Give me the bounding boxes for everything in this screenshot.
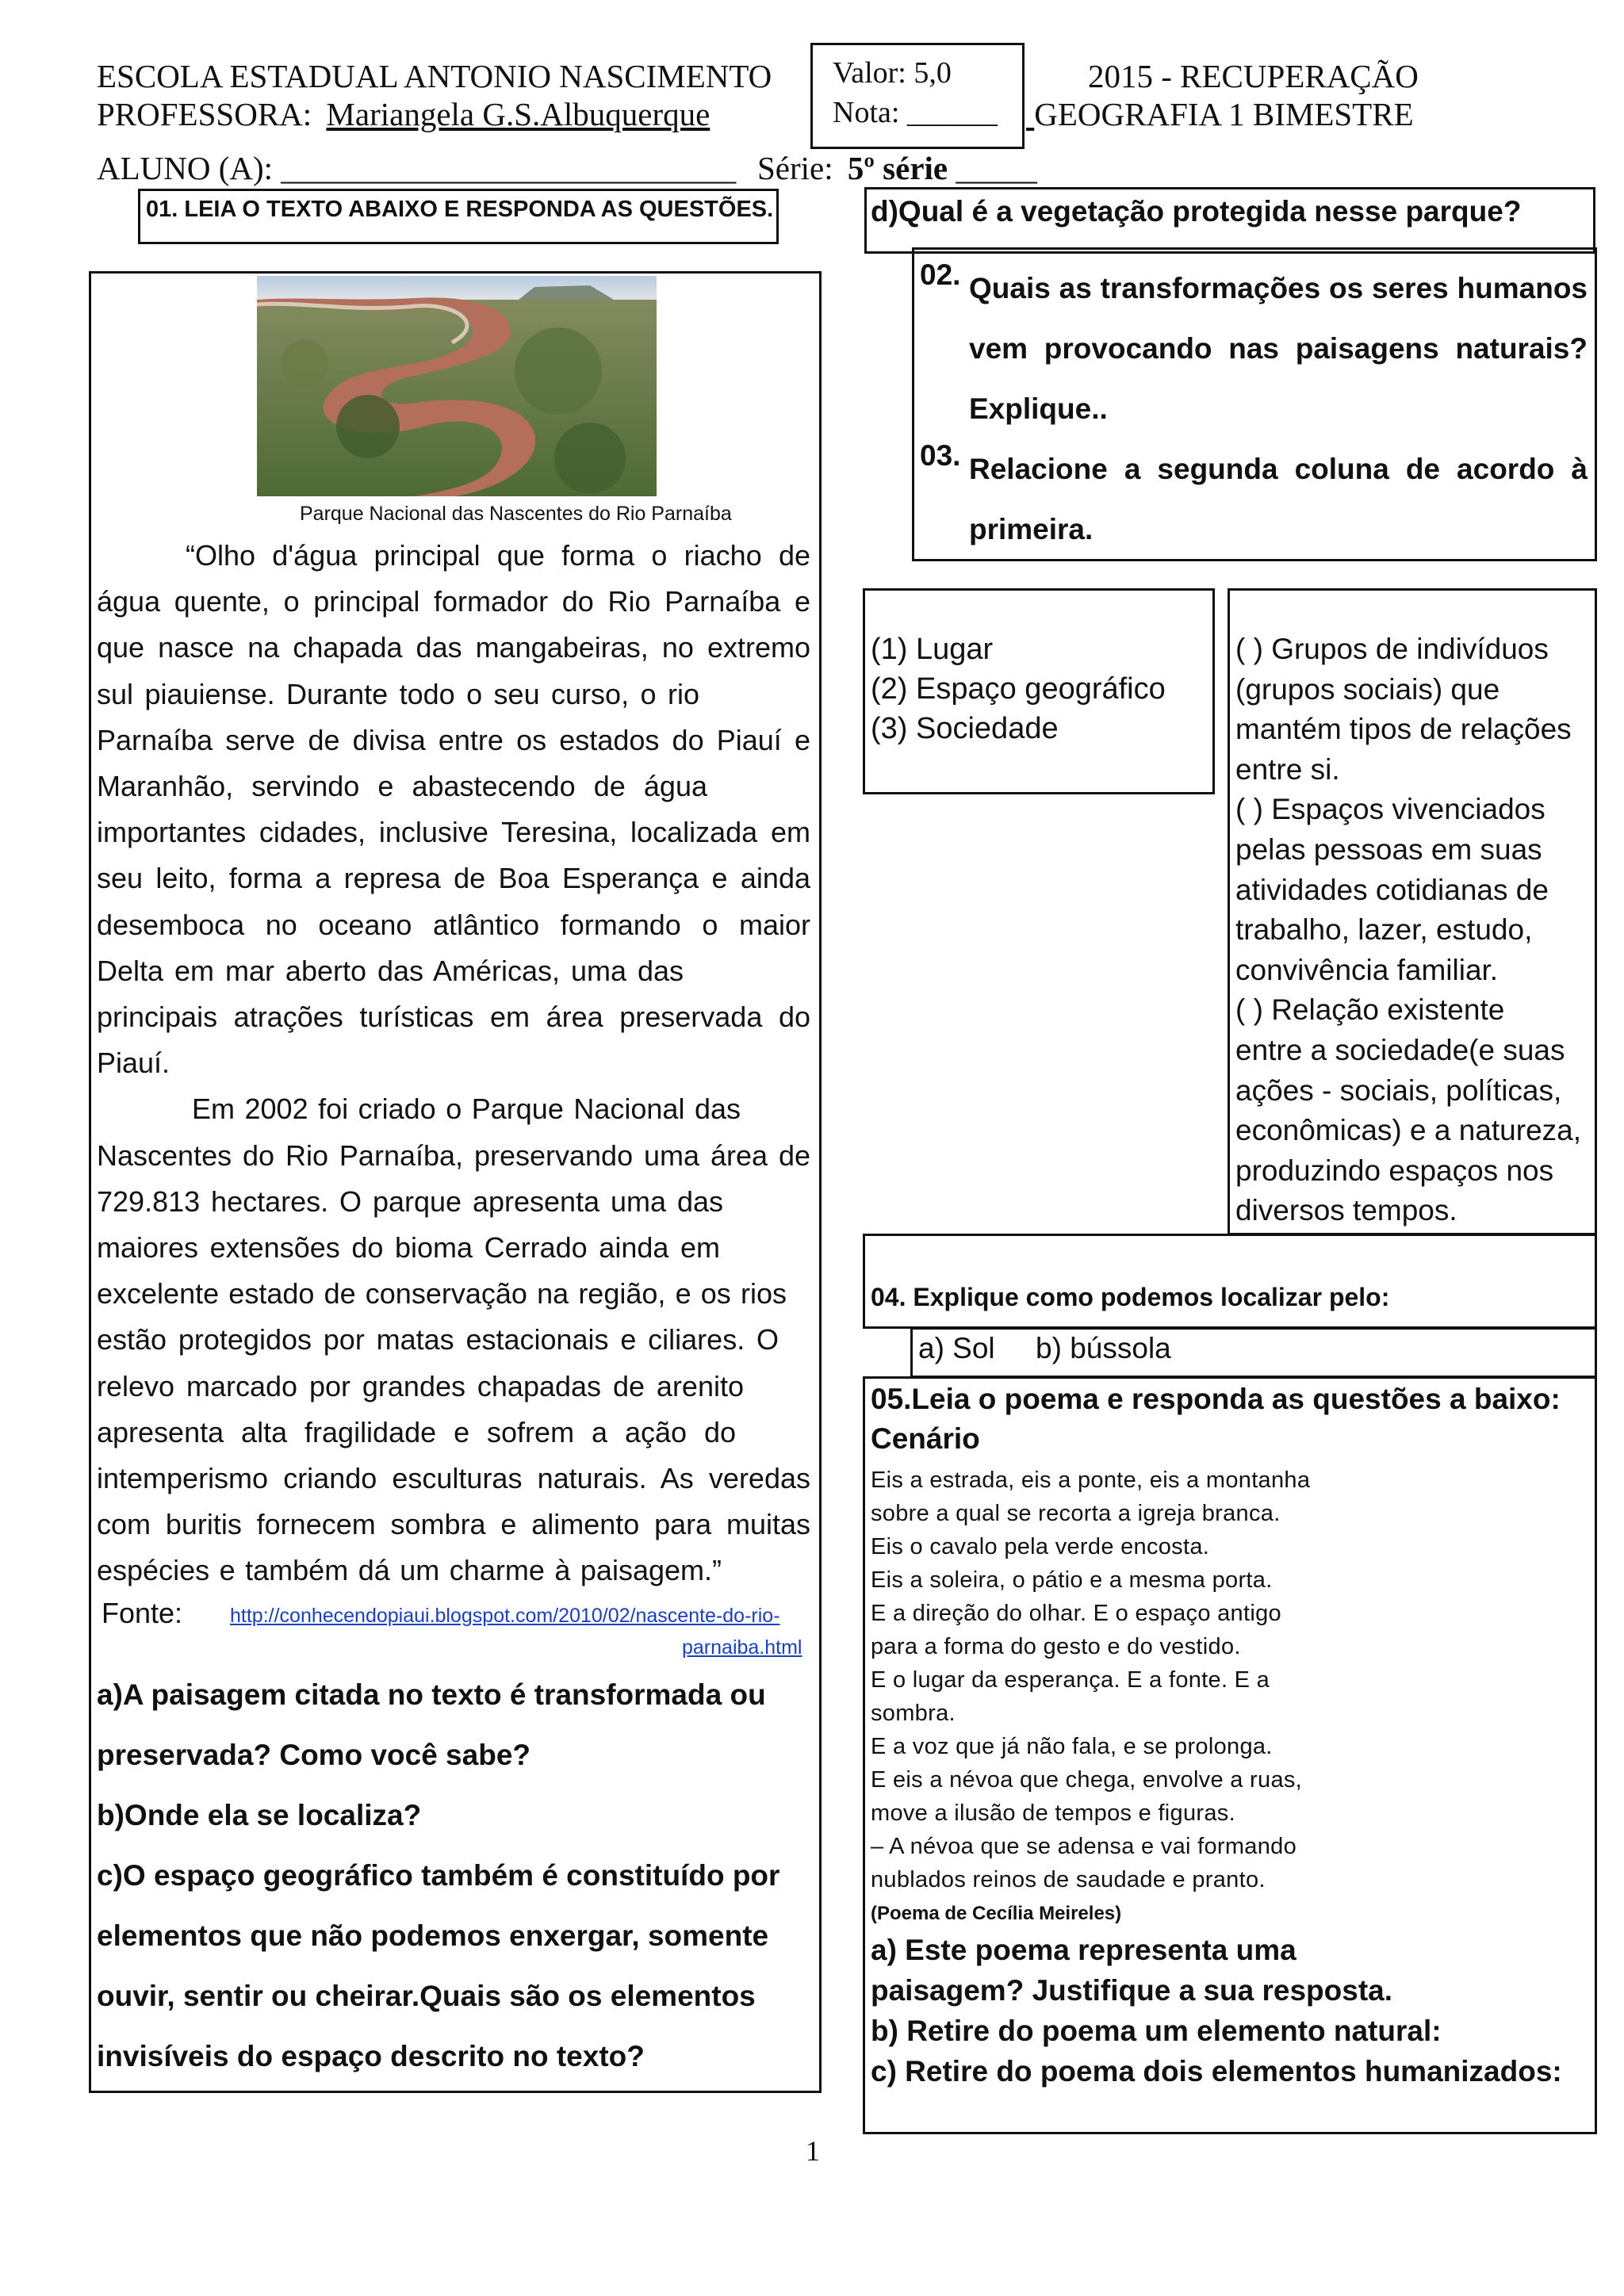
school-name: ESCOLA ESTADUAL ANTONIO NASCIMENTO (97, 58, 772, 94)
question-c: c)O espaço geográfico também é constituído por (97, 1859, 780, 1892)
poem-line: Eis a estrada, eis a ponte, eis a montanha (871, 1468, 1311, 1493)
subject (1026, 98, 1414, 131)
grade-label: Nota: ______ (833, 96, 998, 129)
text-line: maiores extensões do bioma Cerrado ainda em (97, 1231, 720, 1265)
poem-line: sobre a qual se recorta a igreja branca. (871, 1501, 1281, 1526)
match-line: entre a sociedade(e suas (1235, 1033, 1565, 1066)
match-line: atividades cotidianas de (1235, 873, 1549, 906)
poem (871, 1464, 1310, 1896)
poem-line: nublados reinos de saudade e pranto. (871, 1867, 1266, 1892)
question-a: a)A paisagem citada no texto é transformada ou (97, 1678, 766, 1711)
question-d: d)Qual é a vegetação protegida nesse parque? (871, 195, 1522, 228)
question-c-continued: elementos que não podemos enxergar, somente (97, 1919, 769, 1952)
match-line[interactable]: ( ) Grupos de indivíduos (1235, 633, 1549, 665)
match-line: econômicas) e a natureza, (1235, 1114, 1582, 1147)
q1-text (97, 533, 810, 1594)
student-line (97, 152, 736, 185)
q2-line: vem provocando nas paisagens naturais? (969, 332, 1588, 365)
subject-text: GEOGRAFIA 1 BIMESTRE (1034, 96, 1414, 132)
park-photo (257, 276, 657, 496)
match-line: diversos tempos. (1235, 1194, 1457, 1227)
teacher-name: Mariangela G.S.Albuquerque (326, 96, 710, 132)
poem-line: E a voz que já não fala, e se prolonga. (871, 1734, 1273, 1759)
q5-questions (871, 1930, 1562, 2091)
match-line: pelas pessoas em suas (1235, 832, 1542, 866)
source-label: Fonte: (102, 1597, 183, 1629)
year-exam: 2015 - RECUPERAÇÃO (1088, 58, 1419, 94)
q3-text (969, 439, 1588, 560)
text-line: Em 2002 foi criado o Parque Nacional das (192, 1093, 741, 1126)
match-line: mantém tipos de relações (1235, 713, 1572, 746)
match-line: ações - sociais, políticas, (1235, 1073, 1562, 1107)
text-line: com buritis fornecem sombra e alimento para muitas (97, 1508, 810, 1541)
teacher-label: PROFESSORA: (97, 96, 312, 132)
photo-caption: Parque Nacional das Nascentes do Rio Parnaíba (300, 503, 732, 525)
text-line: intemperismo criando esculturas naturais. As veredas (97, 1462, 810, 1495)
poem-line: – A névoa que se adensa e vai formando (871, 1834, 1297, 1859)
page-number: 1 (806, 2135, 820, 2167)
text-line: seu leito, forma a represa de Boa Esperança e ainda (97, 862, 810, 895)
series-label: Série: (757, 150, 833, 186)
text-line: Piauí. (97, 1047, 170, 1080)
poem-line: sombra. (871, 1701, 956, 1726)
poem-line: E a direção do olhar. E o espaço antigo (871, 1601, 1281, 1626)
question-a-continued: preservada? Como você sabe? (97, 1739, 530, 1771)
item-lugar: (1) Lugar (871, 633, 994, 666)
q2-text (969, 258, 1588, 439)
value-label: Valor: 5,0 (833, 56, 952, 90)
match-line: trabalho, lazer, estudo, (1235, 913, 1533, 947)
student-label[interactable]: ALUNO (A): ____________________________ (97, 150, 737, 186)
q5-heading: 05.Leia o poema e responda as questões a baixo: (871, 1383, 1561, 1415)
q5-question-a-continued: paisagem? Justifique a sua resposta. (871, 1974, 1392, 2007)
source-link[interactable]: http://conhecendopiaui.blogspot.com/2010/02/nascente-do-rio- (230, 1605, 780, 1627)
text-line: “Olho d'água principal que forma o riacho de (186, 539, 810, 572)
item-sociedade: (3) Sociedade (871, 712, 1059, 745)
poem-line: para a forma do gesto e do vestido. (871, 1634, 1241, 1659)
match-line[interactable]: ( ) Relação existente (1235, 993, 1505, 1027)
match-line: entre si. (1235, 752, 1340, 786)
text-line: que nasce na chapada das mangabeiras, no extremo (97, 631, 810, 664)
q2-line: Explique.. (969, 392, 1108, 425)
text-line: 729.813 hectares. O parque apresenta uma das (97, 1184, 723, 1218)
q2-line: Quais as transformações os seres humanos (969, 272, 1588, 304)
teacher-line (97, 98, 821, 131)
text-line: Parnaíba serve de divisa entre os estados do Piauí e (97, 723, 810, 756)
q3-number: 03. (920, 439, 961, 472)
q2-number: 02. (920, 258, 961, 291)
q3-line: primeira. (969, 513, 1094, 545)
question-c-continued: ouvir, sentir ou cheirar.Quais são os elementos (97, 1980, 756, 2012)
q3-line: Relacione a segunda coluna de acordo à (969, 453, 1588, 485)
q3-right-items (1235, 629, 1581, 1231)
q5-question-b: b) Retire do poema um elemento natural: (871, 2015, 1442, 2047)
text-line: Nascentes do Rio Parnaíba, preservando uma área de (97, 1138, 810, 1172)
text-line: sul piauiense. Durante todo o seu curso, o rio (97, 677, 699, 710)
match-line: convivência familiar. (1235, 953, 1499, 986)
text-line: estão protegidos por matas estacionais e ciliares. O (97, 1323, 779, 1357)
text-line: água quente, o principal formador do Rio Parnaíba e (97, 585, 810, 618)
text-line: importantes cidades, inclusive Teresina, localizada em (97, 816, 810, 849)
q5-question-a: a) Este poema representa uma (871, 1934, 1297, 1966)
item-espaco-geografico: (2) Espaço geográfico (871, 672, 1166, 706)
text-line: relevo marcado por grandes chapadas de arenito (97, 1369, 744, 1402)
text-line: espécies e também dá um charme à paisagem.” (97, 1554, 722, 1587)
q1-questions (97, 1665, 779, 2087)
text-line: Delta em mar aberto das Américas, uma das (97, 954, 684, 987)
question-c-continued: invisíveis do espaço descrito no texto? (97, 2040, 645, 2072)
text-line: desemboca no oceano atlântico formando o maior (97, 908, 810, 941)
q4-box (863, 1234, 1597, 1329)
poem-line: Eis a soleira, o pátio e a mesma porta. (871, 1567, 1273, 1593)
text-line: Maranhão, servindo e abastecendo de água (97, 770, 707, 803)
question-b: b)Onde ela se localiza? (97, 1799, 422, 1831)
poem-credit: (Poema de Cecília Meireles) (871, 1903, 1122, 1924)
text-line: excelente estado de conservação na região, e os rios (97, 1277, 787, 1311)
q1-heading: 01. LEIA O TEXTO ABAIXO E RESPONDA AS QUESTÕES. (146, 197, 774, 222)
poem-title: Cenário (871, 1422, 980, 1455)
match-line[interactable]: ( ) Espaços vivenciados (1235, 793, 1545, 826)
match-line: (grupos sociais) que (1235, 672, 1500, 706)
poem-line: E eis a névoa que chega, envolve a ruas, (871, 1767, 1303, 1793)
q4-options: a) Sol b) bússola (918, 1332, 1171, 1364)
series-line (757, 152, 1037, 185)
q3-left-items (871, 629, 1166, 748)
poem-line: Eis o cavalo pela verde encosta. (871, 1534, 1210, 1559)
text-line: principais atrações turísticas em área preservada do (97, 1001, 810, 1034)
source-link-continued[interactable]: parnaiba.html (682, 1636, 802, 1659)
text-line: apresenta alta fragilidade e sofrem a ação do (97, 1415, 736, 1448)
match-line: produzindo espaços nos (1235, 1154, 1554, 1187)
q5-question-c: c) Retire do poema dois elementos humanizados: (871, 2055, 1562, 2087)
series-blank[interactable]: _____ (956, 150, 1037, 186)
series-value: 5º série (847, 150, 948, 186)
poem-line: move a ilusão de tempos e figuras. (871, 1800, 1235, 1826)
poem-line: E o lugar da esperança. E a fonte. E a (871, 1667, 1270, 1693)
teacher-underline (710, 98, 821, 131)
q4-heading: 04. Explique como podemos localizar pelo: (871, 1283, 1390, 1311)
